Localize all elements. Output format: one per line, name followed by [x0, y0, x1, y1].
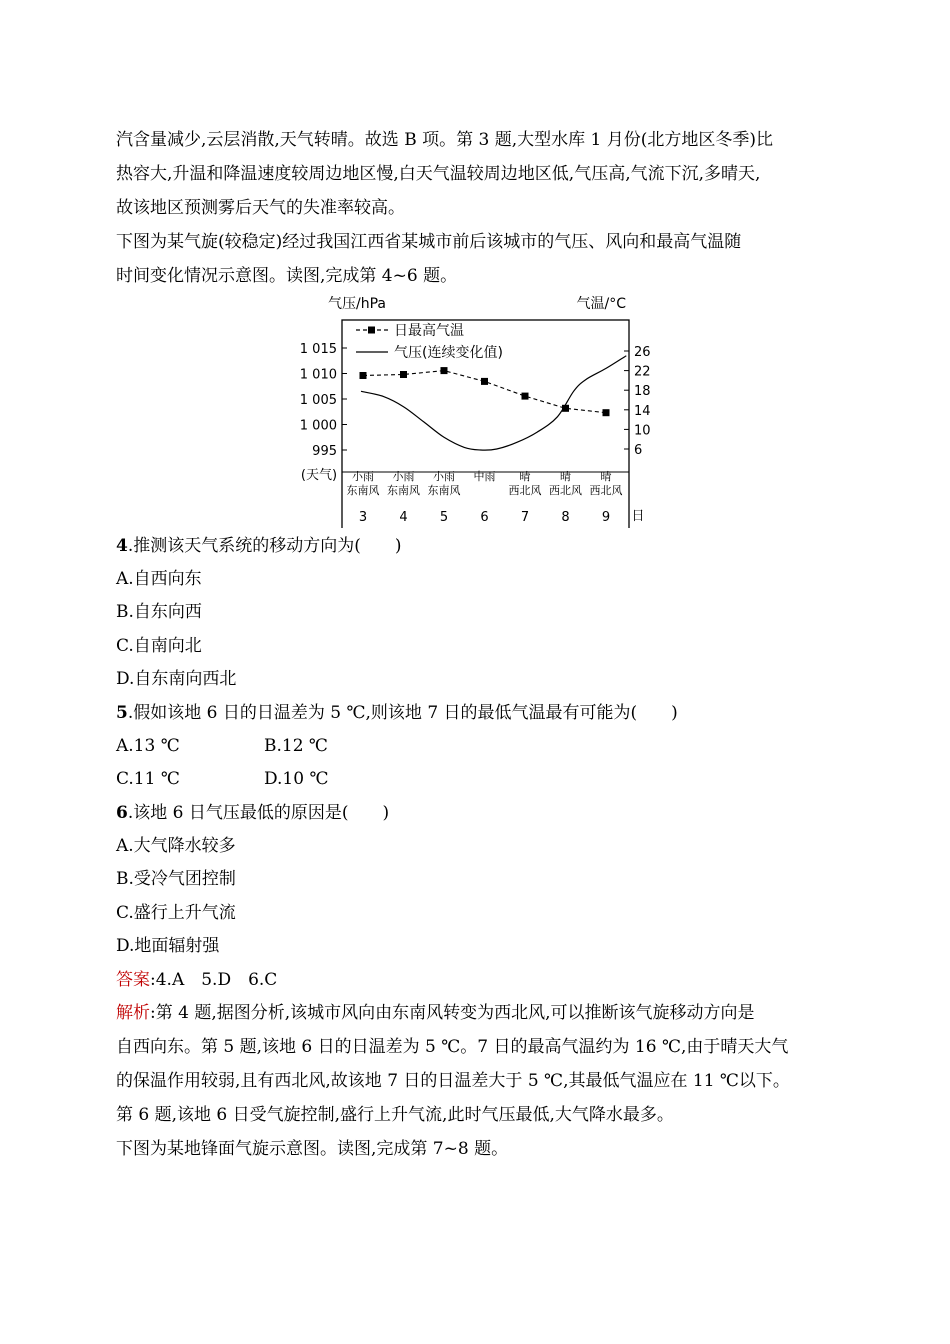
analysis-text-1: :第 4 题,据图分析,该城市风向由东南风转变为西北风,可以推断该气旋移动方向是 [150, 1003, 755, 1023]
day-tick-label: 9 [601, 510, 611, 525]
q4-option-c: C.自南向北 [116, 636, 202, 656]
temperature-point [400, 371, 407, 378]
day-tick-label: 7 [520, 510, 530, 525]
weather-label: (天气) [300, 468, 338, 483]
temperature-tick-label: 14 [634, 403, 651, 419]
weather-condition-label: 晴 [600, 470, 612, 483]
q5-option-b: B.12 ℃ [264, 736, 328, 756]
temperature-tick-label: 26 [634, 345, 651, 360]
q4-stem-text: .推测该天气系统的移动方向为( ) [127, 536, 402, 556]
analysis-line-1 [116, 1002, 755, 1024]
answer-label: 答案 [116, 970, 150, 990]
day-tick-label: 6 [480, 510, 489, 525]
legend-temp-label: 日最高气温 [394, 323, 464, 339]
weather-condition-label: 中雨 [473, 470, 496, 483]
temperature-tick-label: 10 [634, 423, 651, 439]
wind-direction-label: 西北风 [508, 484, 542, 497]
next-intro: 下图为某地锋面气旋示意图。读图,完成第 7~8 题。 [116, 1139, 509, 1159]
day-tick-label: 4 [399, 510, 408, 525]
pressure-tick-label: 1 000 [299, 418, 337, 434]
q6-option-b: B.受冷气团控制 [116, 869, 236, 889]
q4-option-a: A.自西向东 [116, 569, 202, 589]
analysis-line-3: 的保温作用较弱,且有西北风,故该地 7 日的日温差大于 5 ℃,其最低气温应在 11 ℃以下。 [116, 1071, 790, 1091]
q4-stem [116, 535, 402, 557]
temperature-line [363, 371, 606, 413]
q4-option-d: D.自东南向西北 [116, 669, 237, 689]
temperature-point [522, 393, 529, 400]
x-unit: 日 [631, 509, 645, 524]
temperature-point [360, 372, 367, 379]
q5-stem-text: .假如该地 6 日的日温差为 5 ℃,则该地 7 日的最低气温最有可能为( ) [127, 703, 678, 723]
q6-stem [116, 802, 389, 824]
pressure-tick-label: 995 [312, 444, 337, 459]
intro-line-4: 下图为某气旋(较稳定)经过我国江西省某城市前后该城市的气压、风向和最高气温随 [116, 232, 742, 252]
q5-option-a: A.13 ℃ [116, 736, 180, 756]
weather-condition-label: 晴 [560, 470, 571, 483]
temperature-point [562, 405, 569, 412]
legend-pressure-label: 气压(连续变化值) [394, 345, 503, 361]
pressure-tick-label: 1 005 [299, 393, 337, 408]
right-axis-title: 气温/°C [576, 296, 626, 312]
pressure-tick-label: 1 015 [299, 342, 337, 357]
q5-stem [116, 702, 678, 724]
pressure-line [361, 356, 626, 450]
legend [356, 322, 503, 361]
weather-condition-label: 小雨 [433, 470, 455, 483]
q4-option-b: B.自东向西 [116, 602, 202, 622]
q6-number: 6 [116, 803, 128, 823]
analysis-line-2: 自西向东。第 5 题,该地 6 日的日温差为 5 ℃。7 日的最高气温约为 16 ℃,由于晴天大气 [116, 1037, 789, 1057]
temperature-point [481, 378, 488, 385]
q6-option-c: C.盛行上升气流 [116, 903, 236, 923]
day-tick-label: 3 [358, 510, 368, 525]
temperature-tick-label: 18 [634, 384, 651, 400]
answer-text: :4.A 5.D 6.C [150, 970, 278, 990]
wind-direction-label: 西北风 [589, 484, 623, 497]
temperature-tick-label: 6 [634, 443, 643, 458]
wind-direction-label: 东南风 [387, 484, 420, 497]
day-tick-label: 5 [439, 510, 449, 525]
weather-condition-label: 小雨 [352, 470, 374, 483]
wind-direction-label: 东南风 [427, 484, 461, 497]
intro-line-5: 时间变化情况示意图。读图,完成第 4~6 题。 [116, 266, 458, 286]
q5-option-d: D.10 ℃ [264, 769, 329, 789]
wind-direction-label: 东南风 [346, 484, 380, 497]
analysis-label: 解析 [116, 1003, 150, 1023]
temperature-tick-label: 22 [634, 364, 651, 380]
left-axis-title: 气压/hPa [328, 296, 386, 312]
temperature-point [603, 409, 610, 416]
intro-line-1: 汽含量减少,云层消散,天气转晴。故选 B 项。第 3 题,大型水库 1 月份(北方地区冬季)比 [116, 130, 774, 150]
temperature-point [441, 367, 448, 374]
weather-condition-label: 小雨 [392, 470, 415, 483]
q6-stem-text: .该地 6 日气压最低的原因是( ) [127, 803, 390, 823]
legend-temp-marker [368, 327, 375, 334]
intro-line-3: 故该地区预测雾后天气的失准率较高。 [116, 198, 405, 218]
analysis-line-4: 第 6 题,该地 6 日受气旋控制,盛行上升气流,此时气压最低,大气降水最多。 [116, 1105, 674, 1125]
weather-condition-label: 晴 [519, 470, 531, 483]
q6-option-a: A.大气降水较多 [116, 836, 236, 856]
pressure-temperature-chart [290, 288, 660, 528]
q5-number: 5 [116, 703, 128, 723]
q6-option-d: D.地面辐射强 [116, 936, 220, 956]
answer-line [116, 969, 277, 991]
q5-option-c: C.11 ℃ [116, 769, 180, 789]
q4-number: 4 [116, 536, 128, 556]
pressure-tick-label: 1 010 [299, 367, 337, 383]
day-tick-label: 8 [561, 510, 570, 525]
wind-direction-label: 西北风 [549, 484, 582, 497]
intro-line-2: 热容大,升温和降温速度较周边地区慢,白天气温较周边地区低,气压高,气流下沉,多晴天, [116, 164, 761, 184]
